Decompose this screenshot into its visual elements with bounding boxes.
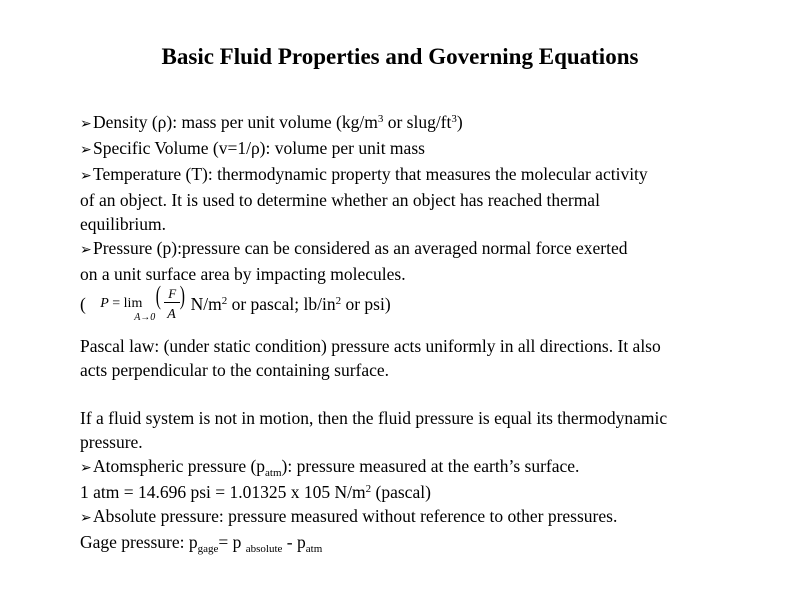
slide-title: Basic Fluid Properties and Governing Equations bbox=[161, 44, 639, 69]
arrow-bullet-icon: ➢ bbox=[80, 460, 92, 476]
pascal-line-2: acts perpendicular to the containing surface. bbox=[80, 360, 390, 380]
arrow-bullet-icon: ➢ bbox=[80, 510, 92, 526]
fluid-system-line-1: If a fluid system is not in motion, then the fluid pressure is equal its thermodynamic bbox=[80, 408, 668, 428]
arrow-bullet-icon: ➢ bbox=[80, 116, 92, 132]
right-paren-icon: ) bbox=[179, 281, 186, 310]
specific-volume-bullet: ➢Specific Volume (v=1/ρ): volume per unit mass bbox=[80, 136, 770, 162]
arrow-bullet-icon: ➢ bbox=[80, 142, 92, 158]
arrow-bullet-icon: ➢ bbox=[80, 242, 92, 258]
left-paren-icon: ( bbox=[155, 281, 162, 310]
pressure-bullet: ➢Pressure (p):pressure can be considered as an averaged normal force exerted bbox=[80, 236, 770, 262]
open-paren: ( bbox=[80, 294, 86, 314]
density-bullet: ➢Density (ρ): mass per unit volume ($kg/m^3$ or slug/$ft^3$) bbox=[80, 110, 770, 136]
temperature-line-3: equilibrium. bbox=[80, 214, 167, 234]
temperature-bullet: ➢Temperature (T): thermodynamic property that measures the molecular activity bbox=[80, 162, 770, 188]
arrow-bullet-icon: ➢ bbox=[80, 168, 92, 184]
fluid-system-line-2: pressure. bbox=[80, 432, 143, 452]
pressure-line-2: on a unit surface area by impacting molecules. bbox=[80, 264, 406, 284]
gage-line: Gage pressure: $p_{gage}= p$ $_{absolute} - p_{atm}$ bbox=[80, 532, 323, 555]
temperature-line-2: of an object. It is used to determine whether an object has reached thermal bbox=[80, 190, 600, 210]
atm-value-line: 1 atm = 14.696 psi = 1.01325 x 105 $N/m^2$ (pascal) bbox=[80, 482, 431, 502]
slide-body bbox=[80, 110, 770, 554]
pressure-formula-row: ( P = lim A→0 ( F A ) $N/m^2$ or pascal; $lb/in^2$ or psi) bbox=[80, 281, 391, 323]
absolute-bullet: ➢Absolute pressure: pressure measured without reference to other pressures. bbox=[80, 504, 770, 530]
pressure-formula: P = lim A→0 ( F A ) bbox=[100, 281, 186, 323]
atmospheric-bullet: ➢Atomspheric pressure $(p_{atm})$: pressure measured at the earth’s surface. bbox=[80, 456, 580, 479]
pascal-line-1: Pascal law: (under static condition) pressure acts uniformly in all directions. It also bbox=[80, 336, 661, 356]
